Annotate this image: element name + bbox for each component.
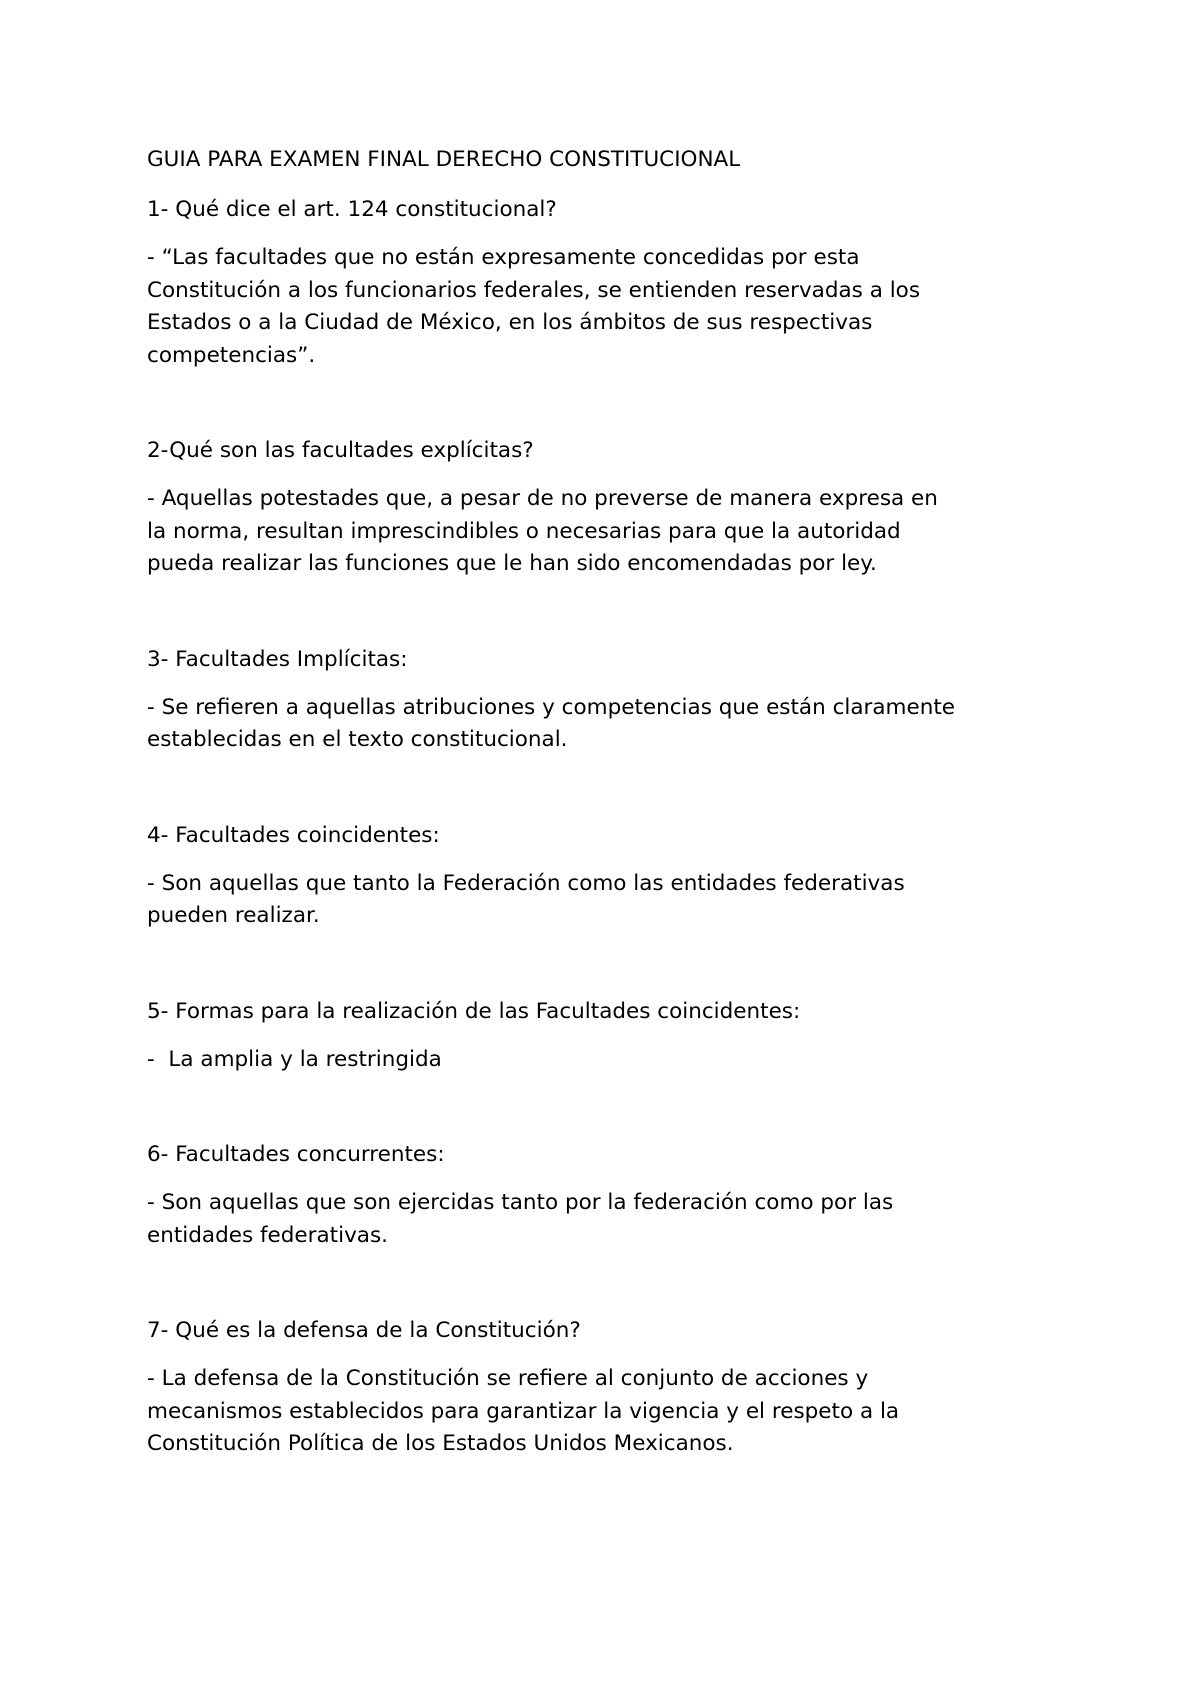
answer-2: [147, 483, 1087, 581]
answer-line: establecidas en el texto constitucional.: [147, 727, 568, 752]
question-4: 4- Facultades coincidentes:: [147, 822, 440, 848]
answer-line: competencias”.: [147, 342, 316, 368]
qa-item-2: [147, 435, 1087, 581]
answer-line: - “Las facultades que no están expresamente concedidas por esta: [147, 245, 860, 270]
answer-line: Constitución Política de los Estados Unidos Mexicanos.: [147, 1431, 734, 1456]
question-5: 5- Formas para la realización de las Facultades coincidentes:: [147, 998, 801, 1024]
answer-1: [147, 242, 1087, 372]
answer-line: Constitución a los funcionarios federales, se entienden reservadas a los: [147, 277, 921, 303]
answer-line: la norma, resultan imprescindibles o necesarias para que la autoridad: [147, 518, 901, 544]
answer-5: [147, 1044, 1087, 1077]
question-2: 2-Qué son las facultades explícitas?: [147, 438, 534, 463]
answer-line: entidades federativas.: [147, 1222, 389, 1248]
answer-line: mecanismos establecidos para garantizar la vigencia y el respeto a la: [147, 1398, 900, 1424]
qa-item-5: [147, 996, 1087, 1077]
answer-7: [147, 1363, 1087, 1461]
answer-line: Estados o a la Ciudad de México, en los ámbitos de sus respectivas: [147, 310, 873, 335]
paragraph-gap: [147, 933, 1087, 996]
answer-line: - Son aquellas que son ejercidas tanto por la federación como por las: [147, 1190, 894, 1215]
answer-6: [147, 1187, 1087, 1252]
paragraph-gap: [147, 1076, 1087, 1139]
qa-item-4: [147, 820, 1087, 933]
paragraph-gap: [147, 581, 1087, 644]
qa-item-3: [147, 644, 1087, 757]
question-3: 3- Facultades Implícitas:: [147, 646, 408, 672]
question-7: 7- Qué es la defensa de la Constitución?: [147, 1318, 581, 1343]
answer-line: pueda realizar las funciones que le han sido encomendadas por ley.: [147, 551, 877, 576]
answer-3: [147, 692, 1087, 757]
paragraph-gap: [147, 372, 1087, 435]
answer-line: - Se refieren a aquellas atribuciones y competencias que están claramente: [147, 694, 956, 720]
question-1: 1- Qué dice el art. 124 constitucional?: [147, 197, 557, 222]
paragraph-gap: [147, 1252, 1087, 1315]
answer-line: - La amplia y la restringida: [147, 1046, 442, 1072]
answer-4: [147, 868, 1087, 933]
qa-item-6: [147, 1139, 1087, 1252]
answer-line: - Aquellas potestades que, a pesar de no preverse de manera expresa en: [147, 486, 938, 511]
question-6: 6- Facultades concurrentes:: [147, 1142, 445, 1167]
answer-line: pueden realizar.: [147, 903, 320, 928]
answer-line: - Son aquellas que tanto la Federación como las entidades federativas: [147, 870, 905, 896]
document-page: [147, 144, 1087, 1461]
answer-line: - La defensa de la Constitución se refiere al conjunto de acciones y: [147, 1366, 869, 1391]
qa-item-1: [147, 194, 1087, 372]
document-title: GUIA PARA EXAMEN FINAL DERECHO CONSTITUCIONAL: [147, 147, 741, 172]
qa-item-7: [147, 1315, 1087, 1461]
paragraph-gap: [147, 757, 1087, 820]
